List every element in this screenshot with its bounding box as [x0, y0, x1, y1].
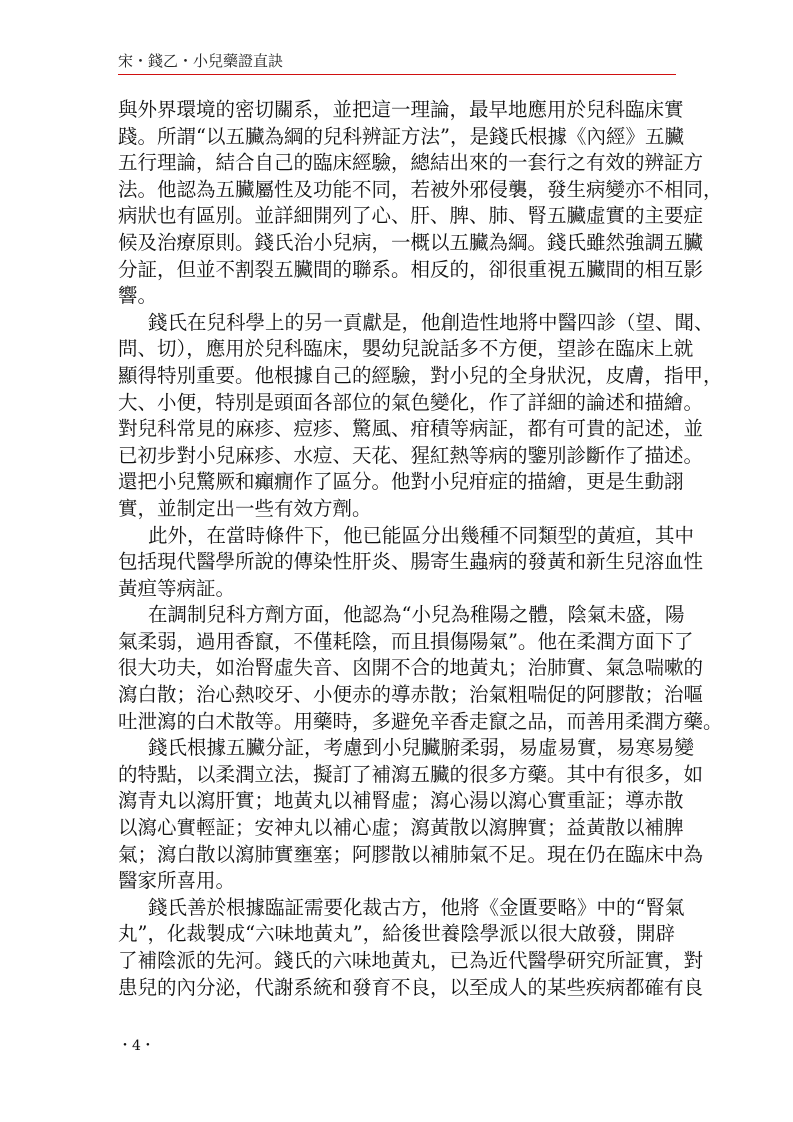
running-header: 宋・錢乙・小兒藥證直訣	[118, 52, 284, 70]
text-line: 以瀉心實輕証；安神丸以補心虛；瀉黃散以瀉脾實；益黃散以補脾	[118, 816, 684, 840]
header-divider	[118, 74, 676, 75]
text-line: 病狀也有區別。並詳細開列了心、肝、脾、肺、腎五臟虛實的主要症	[118, 204, 704, 228]
text-line: 的特點，以柔潤立法，擬訂了補瀉五臟的很多方藥。其中有很多，如	[118, 762, 704, 786]
text-line: 法。他認為五臟屬性及功能不同，若被外邪侵襲，發生病變亦不相同，	[118, 177, 723, 201]
text-line: 問、切），應用於兒科臨床，嬰幼兒說話多不方便，望診在臨床上就	[118, 337, 694, 361]
text-line: 了補陰派的先河。錢氏的六味地黃丸，已為近代醫學研究所証實，對	[118, 949, 704, 972]
text-line: 踐。所謂“以五臟為綱的兒科辨証方法”，是錢氏根據《內經》五臟	[118, 124, 684, 148]
text-line: 錢氏在兒科學上的另一貢獻是，他創造性地將中醫四診（望、聞、	[148, 310, 714, 334]
text-line: 瀉青丸以瀉肝實；地黃丸以補腎虛；瀉心湯以瀉心實重証；導赤散	[118, 789, 684, 813]
text-line: 大、小便，特別是頭面各部位的氣色變化，作了詳細的論述和描繪。	[118, 390, 704, 414]
text-line: 吐泄瀉的白术散等。用藥時，多避免辛香走竄之品，而善用柔潤方藥。	[118, 709, 723, 733]
text-line: 錢氏根據五臟分証，考慮到小兒臟腑柔弱，易虛易實，易寒易變	[148, 736, 695, 760]
text-line: 還把小兒驚厥和癲癇作了區分。他對小兒疳症的描繪，更是生動詡	[118, 470, 684, 494]
text-line: 五行理論，結合自己的臨床經驗，總結出來的一套行之有效的辨証方	[118, 151, 704, 175]
text-line: 在調制兒科方劑方面，他認為“小兒為稚陽之體，陰氣未盛，陽	[148, 603, 685, 627]
text-line: 響。	[118, 284, 158, 308]
text-line: 顯得特別重要。他根據自己的經驗，對小兒的全身狀況，皮膚，指甲，	[118, 363, 723, 387]
text-line: 實，並制定出一些有效方劑。	[118, 496, 372, 520]
text-line: 患兒的內分泌，代謝系統和發育不良，以至成人的某些疾病都確有良	[118, 975, 704, 999]
text-line: 錢氏善於根據臨証需要化裁古方，他將《金匱要略》中的“腎氣	[148, 895, 685, 919]
text-line: 丸”，化裁製成“六味地黃丸”，給後世養陰學派以很大啟發，開辟	[118, 922, 675, 946]
page-number: ・4・	[118, 1038, 155, 1054]
text-line: 此外，在當時條件下，他已能區分出幾種不同類型的黃疸，其中	[148, 523, 695, 547]
text-line: 很大功夫，如治腎虛失音、囟開不合的地黃丸；治肺實、氣急喘嗽的	[118, 656, 704, 680]
text-line: 候及治療原則。錢氏治小兒病，一概以五臟為綱。錢氏雖然強調五臟	[118, 230, 704, 254]
text-line: 與外界環境的密切關系，並把這一理論，最早地應用於兒科臨床實	[118, 98, 684, 121]
text-line: 氣；瀉白散以瀉肺實壅塞；阿膠散以補肺氣不足。現在仍在臨床中為	[118, 842, 704, 866]
text-line: 分証，但並不割裂五臟間的聯系。相反的，卻很重視五臟間的相互影	[118, 257, 704, 281]
text-line: 已初步對小兒麻疹、水痘、天花、猩紅熱等病的鑒別診斷作了描述。	[118, 443, 704, 467]
text-line: 黃疸等病証。	[118, 576, 236, 600]
text-line: 醫家所喜用。	[118, 869, 236, 893]
text-line: 包括現代醫學所說的傳染性肝炎、腸寄生蟲病的發黃和新生兒溶血性	[118, 550, 704, 574]
body-text	[118, 97, 723, 1001]
text-line: 對兒科常見的麻疹、痘疹、驚風、疳積等病証，都有可貴的記述，並	[118, 417, 704, 441]
text-line: 氣柔弱，過用香竄，不僅耗陰，而且損傷陽氣”。他在柔潤方面下了	[118, 629, 694, 653]
text-line: 瀉白散；治心熱咬牙、小便赤的導赤散；治氣粗喘促的阿膠散；治嘔	[118, 683, 704, 707]
